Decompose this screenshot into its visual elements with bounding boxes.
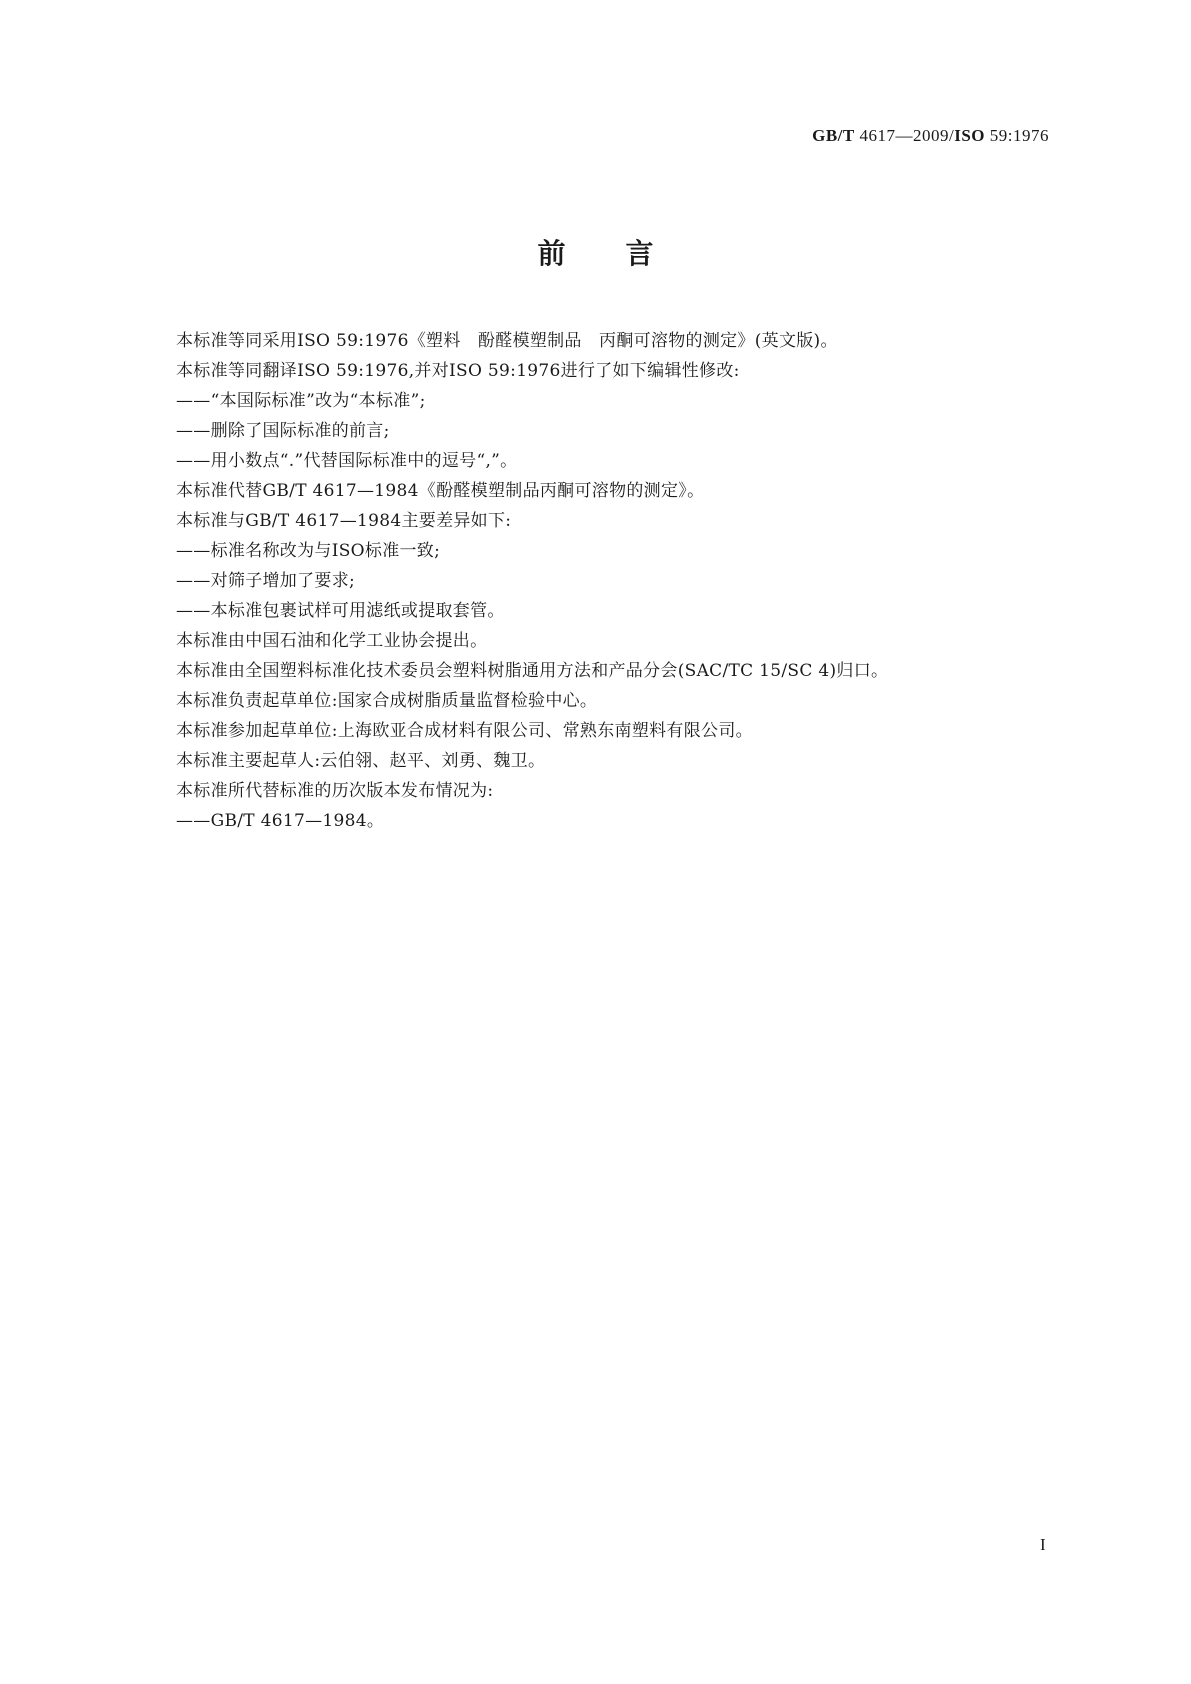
paragraph: 本标准等同采用ISO 59:1976《塑料 酚醛模塑制品 丙酮可溶物的测定》(英文版)。 bbox=[176, 331, 838, 351]
page-title: 前言 bbox=[537, 237, 714, 270]
iso-code-number: 59:1976 bbox=[989, 126, 1049, 145]
foreword-body bbox=[176, 326, 1056, 836]
paragraph: 本标准主要起草人:云伯翎、赵平、刘勇、魏卫。 bbox=[176, 751, 546, 771]
paragraph: 本标准由全国塑料标准化技术委员会塑料树脂通用方法和产品分会(SAC/TC 15/SC 4)归口。 bbox=[176, 661, 889, 681]
paragraph: ——GB/T 4617—1984。 bbox=[176, 811, 385, 831]
paragraph: 本标准所代替标准的历次版本发布情况为: bbox=[176, 781, 494, 801]
paragraph: ——用小数点“.”代替国际标准中的逗号“,”。 bbox=[176, 451, 518, 471]
paragraph: 本标准负责起草单位:国家合成树脂质量监督检验中心。 bbox=[176, 691, 598, 711]
paragraph: ——本标准包裹试样可用滤纸或提取套管。 bbox=[176, 601, 505, 621]
paragraph: ——“本国际标准”改为“本标准”; bbox=[176, 391, 426, 411]
paragraph: 本标准由中国石油和化学工业协会提出。 bbox=[176, 631, 488, 651]
standard-code-prefix: GB/T bbox=[812, 126, 855, 145]
paragraph: 本标准参加起草单位:上海欧亚合成材料有限公司、常熟东南塑料有限公司。 bbox=[176, 721, 753, 741]
iso-code-prefix: ISO bbox=[954, 126, 986, 145]
standard-code-header bbox=[812, 126, 1049, 146]
paragraph: ——标准名称改为与ISO标准一致; bbox=[176, 541, 441, 561]
page-number: I bbox=[1040, 1535, 1046, 1554]
paragraph: ——对筛子增加了要求; bbox=[176, 571, 356, 591]
paragraph: ——删除了国际标准的前言; bbox=[176, 421, 390, 441]
paragraph: 本标准代替GB/T 4617—1984《酚醛模塑制品丙酮可溶物的测定》。 bbox=[176, 481, 705, 501]
standard-code-number: 4617—2009/ bbox=[859, 126, 955, 145]
paragraph: 本标准等同翻译ISO 59:1976,并对ISO 59:1976进行了如下编辑性修改: bbox=[176, 361, 740, 381]
paragraph: 本标准与GB/T 4617—1984主要差异如下: bbox=[176, 511, 512, 531]
